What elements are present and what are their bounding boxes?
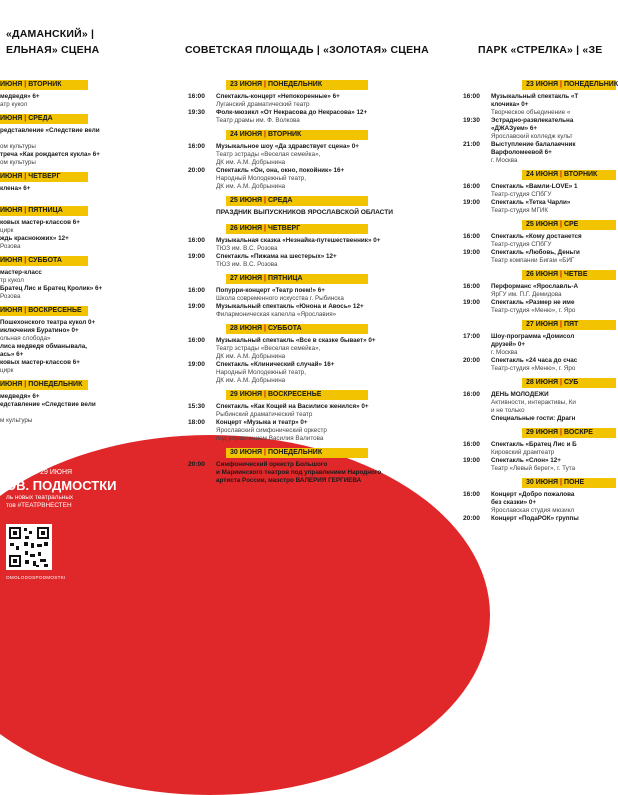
day-header <box>0 114 88 124</box>
event-venue: Творческое объединение « <box>491 109 571 116</box>
event-time: 19:00 <box>463 457 480 464</box>
day-header <box>226 324 368 334</box>
day-separator: | <box>22 207 29 214</box>
event-name: Фолк-мюзикл «От Некрасова до Некрасова» 12+ <box>216 109 368 116</box>
event-name: Музыкальный спектакль «Все в сказке бывает» 0+ <box>216 337 376 344</box>
day-weekday: СРЕДА <box>267 197 293 204</box>
day-separator: | <box>558 221 564 228</box>
event-name: Спектакль «24 часа до счас <box>491 357 578 364</box>
promo-line1: ль новых театральных <box>6 494 74 501</box>
event-name: Варфоломеевой 6+ <box>491 149 552 156</box>
left-event-line: Пошехонского театра кукол 0+ <box>0 319 96 326</box>
promo-title: ОВ. ПОДМОСТКИ <box>6 478 117 493</box>
left-event-line: м культуры <box>0 417 33 424</box>
day-date: 23 ИЮНЯ <box>526 81 559 88</box>
event-venue: Театр «Левый берег», г. Тута <box>491 465 576 472</box>
left-event-line: атр кукол <box>0 101 28 108</box>
left-event-line: ась» 6+ <box>0 351 24 358</box>
day-header <box>522 428 616 438</box>
event-name: Концерт «Музыка и театр» 0+ <box>216 419 308 426</box>
day-header <box>0 80 88 90</box>
day-weekday: ПОНЕДЕЛЬНИК <box>267 449 323 456</box>
day-separator: | <box>262 197 268 204</box>
event-name: друзей» 0+ <box>491 341 526 348</box>
promo-line2: тов #ТЕАТРВНЕСТЕН <box>6 502 72 509</box>
left-title-line2: ЕЛЬНАЯ» СЦЕНА <box>6 44 100 56</box>
left-event-line: ждь красноюжих» 12+ <box>0 235 69 242</box>
event-time: 19:00 <box>463 199 480 206</box>
day-separator: | <box>558 429 564 436</box>
event-name: Симфонический оркестр Большого <box>216 461 328 468</box>
day-date: 30 ИЮНЯ <box>230 449 263 456</box>
day-date: ИЮНЯ <box>0 173 23 180</box>
day-header <box>226 274 368 284</box>
day-weekday: ПОНЕДЕЛЬНИК <box>28 381 83 388</box>
left-event-line: Розова <box>0 293 21 300</box>
event-time: 19:00 <box>463 249 480 256</box>
day-weekday: ПЯТ <box>563 321 579 328</box>
event-venue: ДК им. А.М. Добрынина <box>216 377 286 384</box>
day-weekday: ВТОРНИК <box>28 81 62 88</box>
event-venue: Театр драмы им. Ф. Волкова <box>216 117 300 124</box>
event-venue: Театр-студия «Меню», г. Яро <box>491 307 576 314</box>
day-separator: | <box>262 391 268 398</box>
day-date: 23 ИЮНЯ <box>230 81 263 88</box>
left-event-line: лиса медведя обманывала, <box>0 343 88 350</box>
event-name: Концерт «ПодаРОК» группы <box>491 515 579 522</box>
day-date: 25 ИЮНЯ <box>230 197 263 204</box>
middle-title: СОВЕТСКАЯ ПЛОЩАДЬ | «ЗОЛОТАЯ» СЦЕНА <box>185 44 429 56</box>
day-date: 30 ИЮНЯ <box>526 479 559 486</box>
event-venue: Школа современного искусства г. Рыбинска <box>216 295 344 302</box>
day-date: ИЮНЯ <box>0 115 23 122</box>
event-name: Спектакль «Как Кощей на Василисе женился» 0+ <box>216 403 369 410</box>
left-event-line: тр кукол <box>0 277 24 284</box>
left-title-line1: «ДАМАНСКИЙ» | <box>6 28 95 40</box>
event-name: Музыкальный спектакль «Юнона и Авось» 12+ <box>216 303 364 310</box>
day-header <box>0 256 88 266</box>
event-name: Спектакль «Братец Лис и Б <box>491 441 577 448</box>
event-name: Выступление балалаечник <box>491 141 576 148</box>
event-venue: Активности, интерактивы, Ки <box>491 399 576 406</box>
day-header <box>522 220 616 230</box>
event-name: Спектакль «Клинический случай» 16+ <box>216 361 335 368</box>
day-separator: | <box>262 131 268 138</box>
left-event-line: едставление «Следствие вели <box>0 401 96 408</box>
event-time: 17:00 <box>463 333 480 340</box>
right-title: ПАРК «СТРЕЛКА» | «ЗЕ <box>478 44 603 56</box>
left-event-line: иключения Буратино» 0+ <box>0 327 79 334</box>
day-date: 28 ИЮНЯ <box>526 379 559 386</box>
day-date: 24 ИЮНЯ <box>230 131 263 138</box>
event-time: 16:00 <box>463 183 480 190</box>
event-venue: г. Москва <box>491 157 518 164</box>
day-weekday: ЧЕТВЕРГ <box>267 225 301 232</box>
day-weekday: СУББОТА <box>267 325 302 332</box>
day-header <box>522 478 616 488</box>
event-name: Спектакль-концерт «Непокоренные» 6+ <box>216 93 340 100</box>
event-name: Музыкальный спектакль «Т <box>491 93 579 100</box>
event-venue: Филармоническая капелла «Ярославия» <box>216 311 337 318</box>
event-name: Спектакль «Пижама на шестерых» 12+ <box>216 253 337 260</box>
left-event-line: мастер-класс <box>0 269 42 276</box>
day-date: 27 ИЮНЯ <box>526 321 559 328</box>
event-venue: ЯрГУ им. П.Г. Демидова <box>491 291 562 298</box>
day-weekday: ВОСКРЕСЕНЬЕ <box>28 307 82 314</box>
left-event-line: ковых мастер-классов 6+ <box>0 219 80 226</box>
event-venue: Театр эстрады «Веселая семейка», <box>216 345 321 352</box>
day-weekday: СУББОТА <box>28 257 62 264</box>
event-name: Спектакль «Любовь, Деньги <box>491 249 580 256</box>
event-name: Музыкальное шоу «Да здравствует сцена» 0+ <box>216 143 359 150</box>
event-time: 16:00 <box>463 283 480 290</box>
left-event-line: ковых мастер-классов 6+ <box>0 359 80 366</box>
event-venue: и не только <box>491 407 525 414</box>
event-name: и Мариинского театров под управлением Народного <box>216 469 382 476</box>
special-event: ПРАЗДНИК ВЫПУСКНИКОВ ЯРОСЛАВСКОЙ ОБЛАСТИ <box>216 209 394 216</box>
day-date: ИЮНЯ <box>0 257 23 264</box>
event-name: Спектакль «Тетка Чарли» <box>491 199 571 206</box>
day-date: 29 ИЮНЯ <box>526 429 559 436</box>
event-name: Эстрадно-развлекательна <box>491 117 574 124</box>
day-header <box>522 378 616 388</box>
event-time: 16:00 <box>463 441 480 448</box>
event-name: ДЕНЬ МОЛОДЕЖИ <box>491 391 549 398</box>
day-date: 25 ИЮНЯ <box>526 221 559 228</box>
day-header <box>226 390 368 400</box>
left-event-line: медведя» 6+ <box>0 393 40 400</box>
event-name: без сказки» 0+ <box>491 499 537 506</box>
event-name: артиста России, маэстро ВАЛЕРИЯ ГЕРГИЕВА <box>216 477 362 484</box>
event-venue: Театр-студия СПбГУ <box>491 241 552 248</box>
event-time: 16:00 <box>188 287 205 294</box>
event-time: 20:00 <box>463 357 480 364</box>
qr-code[interactable] <box>6 524 52 570</box>
day-date: 27 ИЮНЯ <box>230 275 263 282</box>
event-venue: Театр-студия МГИК <box>491 207 549 214</box>
day-header <box>522 80 616 90</box>
event-venue: Народный Молодежный театр, <box>216 175 307 182</box>
event-time: 15:30 <box>188 403 205 410</box>
day-date: ИЮНЯ <box>0 207 23 214</box>
day-date: 24 ИЮНЯ <box>526 171 559 178</box>
day-header <box>226 196 368 206</box>
event-name: Спектакль «Слон» 12+ <box>491 457 561 464</box>
day-header <box>226 448 368 458</box>
day-separator: | <box>22 381 29 388</box>
left-event-line: редставление «Следствие вели <box>0 127 100 134</box>
event-venue: Луганский драматический театр <box>216 101 310 108</box>
day-weekday: ВОСКРЕСЕНЬЕ <box>267 391 322 398</box>
day-weekday: ПЯТНИЦА <box>267 275 303 282</box>
day-separator: | <box>558 321 564 328</box>
day-header <box>226 224 368 234</box>
day-separator: | <box>262 449 268 456</box>
left-event-line: клена» 6+ <box>0 185 31 192</box>
day-date: ИЮНЯ <box>0 81 23 88</box>
day-date: ИЮНЯ <box>0 307 23 314</box>
day-separator: | <box>22 173 29 180</box>
day-separator: | <box>262 225 268 232</box>
day-header <box>226 80 368 90</box>
event-name: Спектакль «Кому достанется <box>491 233 582 240</box>
qr-code-icon <box>6 524 52 570</box>
event-time: 19:00 <box>188 303 205 310</box>
event-venue: Рыбинский драматический театр <box>216 411 313 418</box>
day-weekday: ЧЕТВЕРГ <box>28 173 61 180</box>
event-time: 20:00 <box>188 167 205 174</box>
event-name: «ДЖАЗуем» 6+ <box>491 125 538 132</box>
day-header <box>522 320 616 330</box>
qr-caption: OMOLODOSPODMOSTKI <box>6 575 66 580</box>
day-header <box>0 206 88 216</box>
event-time: 16:00 <box>188 237 205 244</box>
day-weekday: СРЕ <box>563 221 579 228</box>
event-name: Музыкальная сказка «Незнайка-путешественник» 0+ <box>216 237 381 244</box>
event-time: 16:00 <box>188 143 205 150</box>
left-event-line: ом культуры <box>0 143 36 150</box>
day-weekday: ПЯТНИЦА <box>28 207 63 214</box>
event-name: Концерт «Добро пожалова <box>491 491 575 498</box>
left-event-line: тpeча «Как рождается кукла» 6+ <box>0 151 100 158</box>
event-time: 19:00 <box>188 361 205 368</box>
day-weekday: СУБ <box>563 379 579 386</box>
event-name: Спектакль «Он, она, окно, покойник» 16+ <box>216 167 345 174</box>
event-venue: ДК им. А.М. Добрынина <box>216 183 286 190</box>
day-separator: | <box>558 171 564 178</box>
day-separator: | <box>22 115 29 122</box>
day-separator: | <box>558 81 564 88</box>
event-time: 18:00 <box>188 419 205 426</box>
day-weekday: ВТОРНИК <box>563 171 598 178</box>
promo-dates: 28-29 ИЮНЯ <box>30 469 73 476</box>
event-name: Шоу-программа «Домисол <box>491 333 575 340</box>
event-time: 16:00 <box>463 491 480 498</box>
event-venue: г. Москва <box>491 349 518 356</box>
day-separator: | <box>22 81 29 88</box>
event-venue: Народный Молодежный театр, <box>216 369 307 376</box>
event-name: Спектакль «Размер не име <box>491 299 575 306</box>
day-date: 29 ИЮНЯ <box>230 391 263 398</box>
day-date: 26 ИЮНЯ <box>526 271 559 278</box>
day-header <box>226 130 368 140</box>
event-time: 19:00 <box>463 299 480 306</box>
day-date: 26 ИЮНЯ <box>230 225 263 232</box>
event-time: 16:00 <box>463 93 480 100</box>
event-venue: ТЮЗ им. В.С. Розова <box>216 261 278 268</box>
left-event-line: Розова <box>0 243 21 250</box>
day-header <box>0 172 88 182</box>
day-header <box>0 380 88 390</box>
event-name: Специальные гости: Драгн <box>491 415 576 422</box>
left-event-line: цирк <box>0 227 14 234</box>
day-date: ИЮНЯ <box>0 381 23 388</box>
left-event-line: ольная слобода» <box>0 335 51 342</box>
event-name: Попурри-концерт «Театр поем!» 6+ <box>216 287 325 294</box>
event-venue: Ярославская студия мюзикл <box>491 507 575 514</box>
event-time: 19:30 <box>188 109 205 116</box>
event-venue: ДК им. А.М. Добрынина <box>216 353 286 360</box>
day-weekday: СРЕДА <box>28 115 53 122</box>
left-event-line: Братец Лис и Братец Кролик» 6+ <box>0 285 103 292</box>
event-time: 19:00 <box>188 253 205 260</box>
day-date: 28 ИЮНЯ <box>230 325 263 332</box>
event-name: Спектакль «Вамли-LOVE» 1 <box>491 183 578 190</box>
event-name: Перформанс «Ярославль-А <box>491 283 578 290</box>
day-weekday: ВТОРНИК <box>267 131 302 138</box>
event-time: 21:00 <box>463 141 480 148</box>
event-venue: ТЮЗ им. В.С. Розова <box>216 245 278 252</box>
day-header <box>522 170 616 180</box>
event-time: 19:30 <box>463 117 480 124</box>
event-venue: ДК им. А.М. Добрынина <box>216 159 286 166</box>
left-event-line: ом культуры <box>0 159 36 166</box>
event-venue: Ярославский колледж культ <box>491 133 573 140</box>
left-event-line: цирк <box>0 367 14 374</box>
event-venue: Театр-студия СПбГУ <box>491 191 552 198</box>
event-venue: Театр-студия «Меню», г. Яро <box>491 365 576 372</box>
day-header <box>522 270 616 280</box>
day-header <box>0 306 88 316</box>
event-time: 16:00 <box>188 337 205 344</box>
event-venue: Кировский драмтеатр <box>491 449 555 456</box>
day-weekday: ПОНЕДЕЛЬНИК <box>267 81 323 88</box>
event-time: 20:00 <box>463 515 480 522</box>
day-separator: | <box>558 479 564 486</box>
day-separator: | <box>262 275 268 282</box>
event-venue: Театр эстрады «Веселая семейка», <box>216 151 321 158</box>
event-time: 16:00 <box>188 93 205 100</box>
left-event-line: медведя» 6+ <box>0 93 40 100</box>
event-time: 20:00 <box>188 461 205 468</box>
day-weekday: ЧЕТВЕ <box>563 271 588 278</box>
day-separator: | <box>262 81 268 88</box>
day-separator: | <box>22 257 29 264</box>
day-weekday: ПОНЕ <box>563 479 585 486</box>
event-time: 16:00 <box>463 391 480 398</box>
day-separator: | <box>262 325 268 332</box>
day-separator: | <box>558 379 564 386</box>
event-time: 16:00 <box>463 233 480 240</box>
event-venue: Театр компании Бигам «БИГ <box>491 257 575 264</box>
day-separator: | <box>22 307 29 314</box>
event-name: клочика» 0+ <box>491 101 529 108</box>
day-separator: | <box>558 271 564 278</box>
day-weekday: ВОСКРЕ <box>563 429 593 436</box>
event-venue: Ярославский симфонический оркестр <box>216 427 327 434</box>
day-weekday: ПОНЕДЕЛЬНИК <box>563 81 618 88</box>
event-venue: под управлением Василия Валитова <box>216 435 324 442</box>
